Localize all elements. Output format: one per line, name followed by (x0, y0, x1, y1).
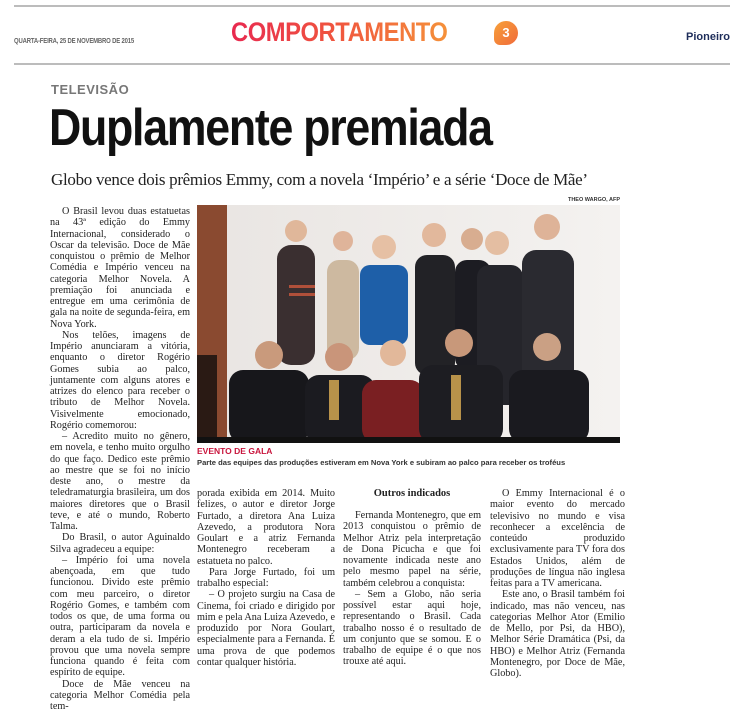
photo-caption: Parte das equipes das produções estiveram em Nova York e subiram ao palco para receber os troféus (197, 458, 565, 467)
paragraph: – O projeto surgiu na Casa de Cinema, foi criado e dirigido por mim e pela Ana Luiza Azevedo, e produzido por Nora Goulart, especialmente para a Fernanda. É uma prova de que podemos contar qualquer história. (197, 589, 335, 668)
top-rule (14, 5, 730, 7)
group-photo-image (197, 205, 620, 443)
paragraph: – Império foi uma novela abençoada, em que tudo funcionou. Divido este prêmio com meu parceiro, o diretor Rogério Gomes, e também com todos os que, de uma forma ou outra, participaram da novela e deram a ela tudo de si. Império provou que uma novela sempre funciona quando é feita com espírito de equipe. (50, 555, 190, 679)
paragraph: O Emmy Internacional é o maior evento do mercado televisivo no mundo e visa reconhecer a excelência de conteúdo produzido exclusivamente para TV fora dos Estados Unidos, além de produções de língua não inglesa feitas para a TV americana. (490, 488, 625, 589)
article-column-2 (197, 488, 335, 668)
caption-label: EVENTO DE GALA (197, 446, 272, 456)
paragraph: Nos telões, imagens de Império anunciaram a vitória, enquanto o diretor Rogério Gomes subia ao palco, juntamente com alguns atores e atrizes do elenco para receber o tributo de Melhor Novela. Visivelmente emocionado, Rogério comemorou: (50, 330, 190, 431)
page-number-badge: 3 (494, 21, 518, 45)
paragraph: Para Jorge Furtado, foi um trabalho especial: (197, 567, 335, 590)
subheading: Outros indicados (343, 488, 481, 499)
paragraph: – Acredito muito no gênero, em novela, e tenho muito orgulho do que faço. Dedico este prêmio ao mestre que se foi no início deste ano, o mestre da teledramaturgia brasileira, um dos maiores diretores que o Brasil teve, e até o mundo, Roberto Talma. (50, 431, 190, 532)
paragraph: O Brasil levou duas estatuetas na 43ª edição do Emmy Internacional, considerado o Oscar da televisão. Doce de Mãe conquistou o prêmio de Melhor Comédia e Império venceu na categoria Melhor Novela. A premiação foi anunciada e entregue em uma cerimônia de gala na noite de segunda-feira, em Nova York. (50, 206, 190, 330)
paragraph: porada exibida em 2014. Muito felizes, o autor e diretor Jorge Furtado, a diretora Ana Luiza Azevedo, a produtora Nora Goulart e a atriz Fernanda Montenegro receberam a estatueta no palco. (197, 488, 335, 567)
paragraph: Do Brasil, o autor Aguinaldo Silva agradeceu a equipe: (50, 532, 190, 555)
newspaper-logo: Pioneiro (686, 31, 730, 43)
article-column-1 (50, 206, 190, 712)
article-column-3 (343, 488, 481, 668)
photo-credit: THEO WARGO, AFP (540, 197, 620, 203)
paragraph: – Sem a Globo, não seria possível estar aqui hoje, representando o Brasil. Cada trabalho nosso é o resultado de um conjunto que se somou. E o trabalho de equipe é o que nos trouxe até aqui. (343, 589, 481, 668)
section-title: COMPORTAMENTO (231, 17, 447, 48)
event-photo (197, 205, 620, 443)
kicker: TELEVISÃO (51, 82, 129, 97)
article-column-4 (490, 488, 625, 679)
paragraph: Fernanda Montenegro, que em 2013 conquistou o prêmio de Melhor Atriz pela interpretação de Dona Picucha e que foi novamente indicada neste ano pelo mesmo papel na série, também celebrou a conquista: (343, 510, 481, 589)
header-rule (14, 63, 730, 65)
headline: Duplamente premiada (49, 98, 492, 158)
deck: Globo vence dois prêmios Emmy, com a novela ‘Império’ e a série ‘Doce de Mãe’ (51, 170, 588, 190)
paragraph: Este ano, o Brasil também foi indicado, mas não venceu, nas categorias Melhor Ator (Emilio de Mello, por Psi, da HBO), Melhor Série Dramática (Psi, da HBO) e Melhor Atriz (Fernanda Montenegro, por Doce de Mãe, Globo). (490, 589, 625, 679)
paragraph: Doce de Mãe venceu na categoria Melhor Comédia pela tem- (50, 679, 190, 712)
issue-date: QUARTA-FEIRA, 25 DE NOVEMBRO DE 2015 (14, 38, 134, 45)
